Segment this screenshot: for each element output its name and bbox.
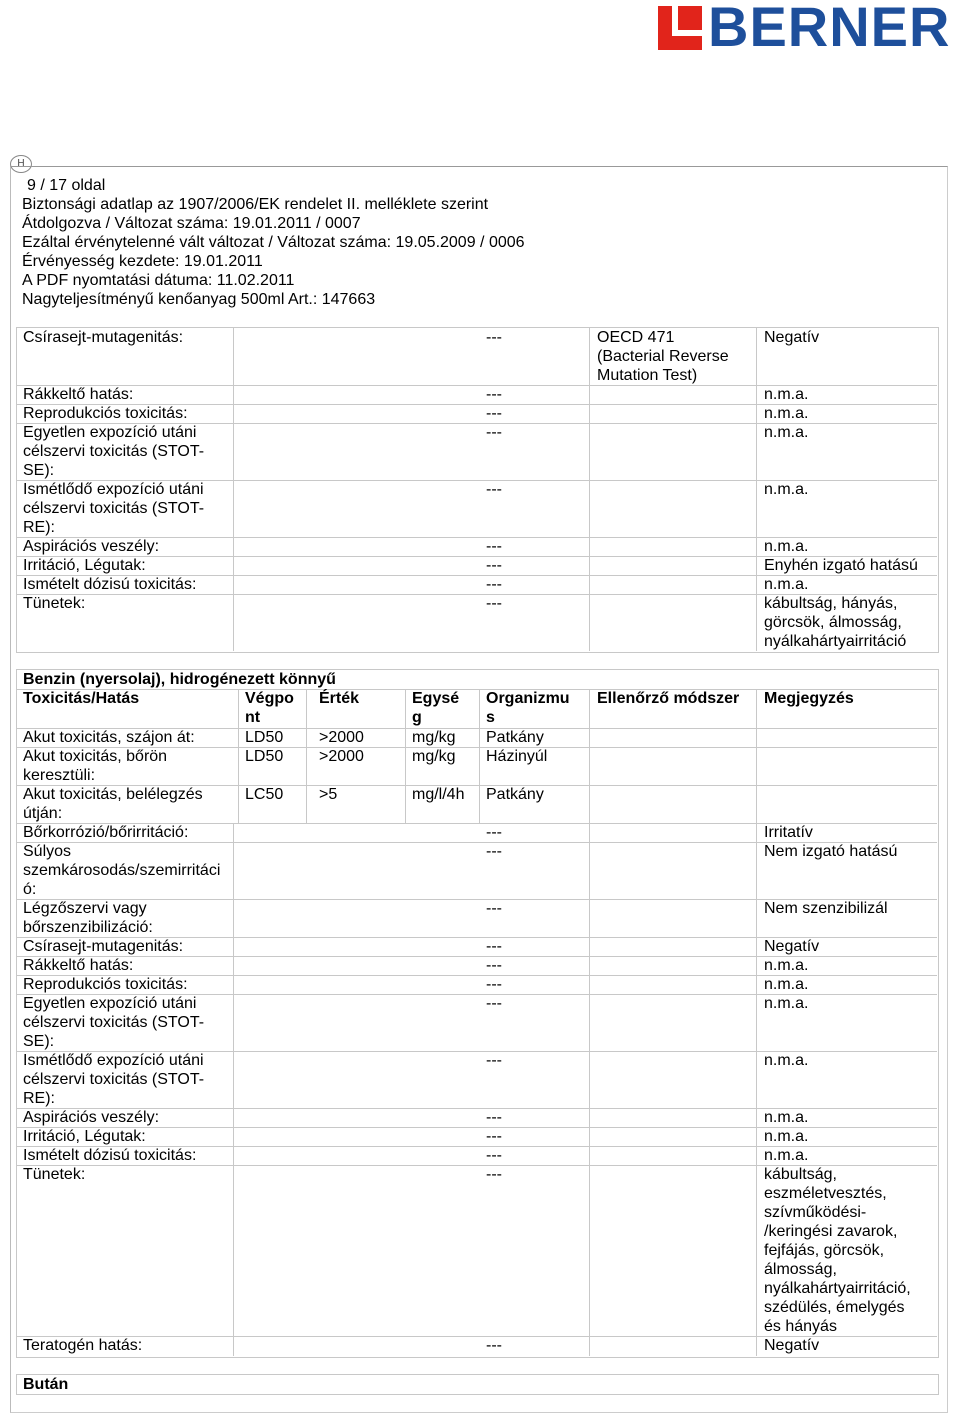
table1-endpoint: --- — [486, 595, 502, 612]
header-line-product: Nagyteljesítményű kenőanyag 500ml Art.: 147663 — [22, 291, 376, 308]
table2-col-divider — [238, 689, 239, 823]
table1-result: n.m.a. — [764, 538, 809, 555]
table2-endpoint: --- — [486, 1128, 502, 1145]
table2-result: n.m.a. — [764, 1052, 809, 1069]
table2-header-cell: Ellenőrző módszer — [597, 690, 740, 707]
table1-endpoint: --- — [486, 538, 502, 555]
table2-value: >2000 — [319, 729, 364, 746]
page-number: 9 / 17 oldal — [27, 177, 106, 194]
table2-endpoint: --- — [486, 938, 502, 955]
table2-endpoint: --- — [486, 976, 502, 993]
table2-value: >2000 — [319, 748, 364, 765]
header-line-validity: Érvényesség kezdete: 19.01.2011 — [22, 253, 263, 270]
table2-endpoint: LC50 — [245, 786, 284, 803]
table1-result: n.m.a. — [764, 405, 809, 422]
table2-effect: Irritáció, Légutak: — [23, 1128, 146, 1145]
table1-effect: Tünetek: — [23, 595, 86, 612]
table2-effect: Légzőszervi vagy bőrszenzibilizáció: — [23, 900, 153, 936]
section-butan-box — [16, 1374, 939, 1395]
table2-effect: Akut toxicitás, belélegzés útján: — [23, 786, 203, 822]
table1-endpoint: --- — [486, 424, 502, 441]
table2-result: Negatív — [764, 938, 820, 955]
table2-endpoint: LD50 — [245, 748, 284, 765]
header-line-revision: Átdolgozva / Változat száma: 19.01.2011 / 0007 — [22, 215, 361, 232]
table2-effect: Aspirációs veszély: — [23, 1109, 160, 1126]
table1-endpoint: --- — [486, 557, 502, 574]
table2-endpoint: --- — [486, 957, 502, 974]
table2-organism: Patkány — [486, 786, 544, 803]
table1-effect: Aspirációs veszély: — [23, 538, 160, 555]
section-butan-title: Bután — [23, 1376, 69, 1393]
table1-result: kábultság, hányás, görcsök, álmosság, nyálkahártyairritáció — [764, 595, 907, 650]
table2-endpoint: LD50 — [245, 729, 284, 746]
table2-effect: Teratogén hatás: — [23, 1337, 143, 1354]
table1-effect: Csírasejt-mutagenitás: — [23, 329, 184, 346]
table2-endpoint: --- — [486, 1337, 502, 1354]
table2-result: n.m.a. — [764, 957, 809, 974]
table2-col-divider — [756, 823, 757, 1356]
table2-header-cell: Megjegyzés — [764, 690, 854, 707]
table1-endpoint: --- — [486, 576, 502, 593]
document-header — [22, 176, 525, 309]
table1-effect: Reprodukciós toxicitás: — [23, 405, 188, 422]
table2-col-divider — [589, 689, 590, 823]
table1-effect: Ismétlődő expozíció utáni célszervi toxicitás (STOT- RE): — [23, 481, 205, 536]
table2-effect: Akut toxicitás, szájon át: — [23, 729, 195, 746]
language-marker-icon: H — [10, 155, 32, 173]
table2-endpoint: --- — [486, 900, 502, 917]
table2-endpoint: --- — [486, 1052, 502, 1069]
header-line-superseded: Ezáltal érvénytelenné vált változat / Változat száma: 19.05.2009 / 0006 — [22, 234, 525, 251]
table2-col-divider — [589, 823, 590, 1356]
table2-col-divider — [306, 689, 307, 823]
table1-col-divider — [756, 327, 757, 651]
table2-result: n.m.a. — [764, 1128, 809, 1145]
berner-logo-mark-icon — [658, 6, 704, 50]
table2-header-cell: Organizmu s — [486, 690, 570, 726]
table2-effect: Ismétlődő expozíció utáni célszervi toxicitás (STOT- RE): — [23, 1052, 205, 1107]
table1-effect: Rákkeltő hatás: — [23, 386, 134, 403]
table2-header-cell: Érték — [319, 690, 360, 707]
table2-value: >5 — [319, 786, 338, 803]
table2-unit: mg/kg — [412, 748, 456, 765]
table2-col-divider — [756, 689, 757, 823]
table2-result: Nem szenzibilizál — [764, 900, 888, 917]
table2-organism: Patkány — [486, 729, 544, 746]
table2-title: Benzin (nyersolaj), hidrogénezett könnyű — [23, 671, 336, 688]
header-line-print-date: A PDF nyomtatási dátuma: 11.02.2011 — [22, 272, 295, 289]
table1-endpoint: --- — [486, 386, 502, 403]
table2-result: Negatív — [764, 1337, 820, 1354]
table1-effect: Ismételt dózisú toxicitás: — [23, 576, 197, 593]
table2-endpoint: --- — [486, 1147, 502, 1164]
table1-result: Enyhén izgató hatású — [764, 557, 918, 574]
table2-effect: Bőrkorrózió/bőrirritáció: — [23, 824, 189, 841]
table1-result: n.m.a. — [764, 424, 809, 441]
table2-result: kábultság, eszméletvesztés, szívműködési- /keringési zavarok, fejfájás, görcsök, álmosság, nyálkahártyairritáció, szédülés, émelygés és hányás — [764, 1166, 911, 1335]
table2-effect: Rákkeltő hatás: — [23, 957, 134, 974]
table2-unit: mg/kg — [412, 729, 456, 746]
table2-result: n.m.a. — [764, 995, 809, 1012]
brand-name: BERNER — [708, 0, 951, 58]
table1-result: Negatív — [764, 329, 820, 346]
table2-result: n.m.a. — [764, 1109, 809, 1126]
table2-endpoint: --- — [486, 1109, 502, 1126]
table2-effect: Reprodukciós toxicitás: — [23, 976, 188, 993]
berner-logo — [658, 0, 958, 58]
table2-organism: Házinyúl — [486, 748, 548, 765]
table1-effect: Egyetlen expozíció utáni célszervi toxicitás (STOT- SE): — [23, 424, 205, 479]
table2-effect: Ismételt dózisú toxicitás: — [23, 1147, 197, 1164]
table2-header-cell: Egysé g — [412, 690, 460, 726]
table1-col-divider — [233, 327, 234, 651]
table1-result: n.m.a. — [764, 481, 809, 498]
table2-col-divider — [233, 823, 234, 1356]
table2-col-divider — [405, 689, 406, 823]
table2-effect: Tünetek: — [23, 1166, 86, 1183]
table2-result: Nem izgató hatású — [764, 843, 898, 860]
table2-endpoint: --- — [486, 843, 502, 860]
table2-effect: Akut toxicitás, bőrön keresztüli: — [23, 748, 168, 784]
table2-endpoint: --- — [486, 995, 502, 1012]
table2-result: n.m.a. — [764, 976, 809, 993]
table1-endpoint: --- — [486, 329, 502, 346]
table2-unit: mg/l/4h — [412, 786, 465, 803]
table1-col-divider — [589, 327, 590, 651]
table1-result: n.m.a. — [764, 386, 809, 403]
table1-method: OECD 471 (Bacterial Reverse Mutation Test) — [597, 329, 729, 384]
table2-result: Irritatív — [764, 824, 813, 841]
table1-effect: Irritáció, Légutak: — [23, 557, 146, 574]
table1-result: n.m.a. — [764, 576, 809, 593]
table2-endpoint: --- — [486, 1166, 502, 1183]
table2-result: n.m.a. — [764, 1147, 809, 1164]
table1-endpoint: --- — [486, 481, 502, 498]
table2-effect: Csírasejt-mutagenitás: — [23, 938, 184, 955]
table2-endpoint: --- — [486, 824, 502, 841]
table2-effect: Egyetlen expozíció utáni célszervi toxicitás (STOT- SE): — [23, 995, 205, 1050]
table2-header-cell: Toxicitás/Hatás — [23, 690, 140, 707]
table2-effect: Súlyos szemkárosodás/szemirritáci ó: — [23, 843, 221, 898]
table2-header-cell: Végpo nt — [245, 690, 294, 726]
table2-col-divider — [479, 689, 480, 823]
table1-endpoint: --- — [486, 405, 502, 422]
header-line-regulation: Biztonsági adatlap az 1907/2006/EK rendelet II. melléklete szerint — [22, 196, 489, 213]
